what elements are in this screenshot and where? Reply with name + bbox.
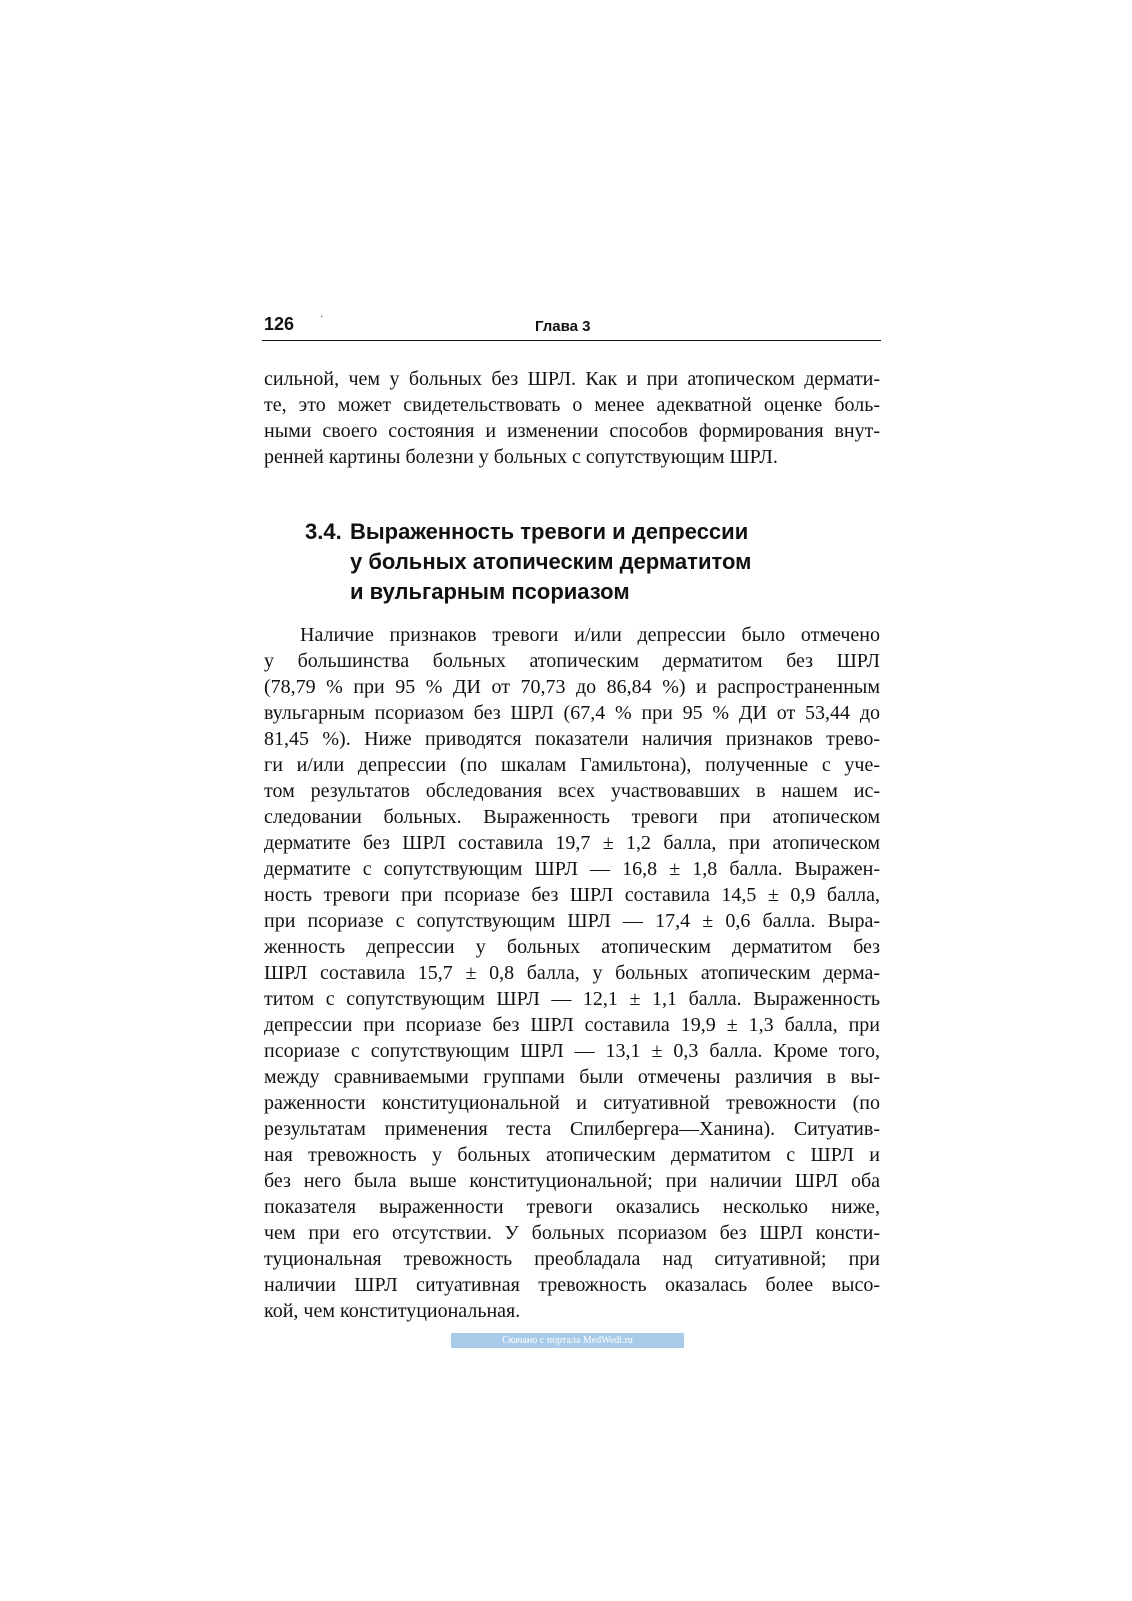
text-line: без него была выше конституциональной; при наличии ШРЛ оба bbox=[264, 1170, 880, 1192]
text-line: результатам применения теста Спилбергера—Ханина). Ситуатив- bbox=[264, 1118, 880, 1140]
text-line: ность тревоги при псориазе без ШРЛ составила 14,5 ± 0,9 балла, bbox=[264, 884, 880, 906]
chapter-label: Глава 3 bbox=[535, 318, 591, 335]
text-line: те, это может свидетельствовать о менее адекватной оценке боль- bbox=[264, 394, 880, 416]
section-title-line: у больных атопическим дерматитом bbox=[350, 549, 752, 574]
text-line: ная тревожность у больных атопическим дерматитом с ШРЛ и bbox=[264, 1144, 880, 1166]
text-line: дерматите с сопутствующим ШРЛ — 16,8 ± 1,8 балла. Выражен- bbox=[264, 858, 880, 880]
text-line: следовании больных. Выраженность тревоги при атопическом bbox=[264, 806, 880, 828]
text-line: женность депрессии у больных атопическим дерматитом без bbox=[264, 936, 880, 958]
text-line: между сравниваемыми группами были отмечены различия в вы- bbox=[264, 1066, 880, 1088]
text-line: (78,79 % при 95 % ДИ от 70,73 до 86,84 %) и распространенным bbox=[264, 676, 880, 698]
header-rule bbox=[262, 340, 881, 341]
watermark-banner: Скачано с портала MedWedi.ru bbox=[451, 1333, 684, 1348]
text-line: ШРЛ составила 15,7 ± 0,8 балла, у больных атопическим дерма- bbox=[264, 962, 880, 984]
page-number: 126 bbox=[264, 314, 295, 334]
section-title-line: и вульгарным псориазом bbox=[350, 579, 630, 604]
text-line: депрессии при псориазе без ШРЛ составила 19,9 ± 1,3 балла, при bbox=[264, 1014, 880, 1036]
text-line: вульгарным псориазом без ШРЛ (67,4 % при 95 % ДИ от 53,44 до bbox=[264, 702, 880, 724]
text-line: у большинства больных атопическим дерматитом без ШРЛ bbox=[264, 650, 880, 672]
text-line: ными своего состояния и изменении способов формирования внут- bbox=[264, 420, 880, 442]
text-line: ренней картины болезни у больных с сопутствующим ШРЛ. bbox=[264, 446, 778, 468]
text-line: том результатов обследования всех участвовавших в нашем ис- bbox=[264, 780, 880, 802]
text-line: раженности конституциональной и ситуативной тревожности (по bbox=[264, 1092, 880, 1114]
text-line: чем при его отсутствии. У больных псориазом без ШРЛ консти- bbox=[264, 1222, 880, 1244]
text-line: 81,45 %). Ниже приводятся показатели наличия признаков трево- bbox=[264, 728, 880, 750]
header-dot: · bbox=[320, 312, 324, 323]
text-line: псориазе с сопутствующим ШРЛ — 13,1 ± 0,3 балла. Кроме того, bbox=[264, 1040, 880, 1062]
text-line: сильной, чем у больных без ШРЛ. Как и при атопическом дермати- bbox=[264, 368, 880, 390]
text-line: дерматите без ШРЛ составила 19,7 ± 1,2 балла, при атопическом bbox=[264, 832, 880, 854]
text-line: наличии ШРЛ ситуативная тревожность оказалась более высо- bbox=[264, 1274, 880, 1296]
text-line: туциональная тревожность преобладала над ситуативной; при bbox=[264, 1248, 880, 1270]
section-number: 3.4. bbox=[305, 519, 342, 544]
text-line: кой, чем конституциональная. bbox=[264, 1300, 521, 1322]
section-title-line: Выраженность тревоги и депрессии bbox=[350, 519, 749, 544]
text-line: ги и/или депрессии (по шкалам Гамильтона), полученные с уче- bbox=[264, 754, 880, 776]
text-line: Наличие признаков тревоги и/или депрессии было отмечено bbox=[300, 624, 880, 646]
text-line: показателя выраженности тревоги оказались несколько ниже, bbox=[264, 1196, 880, 1218]
text-line: при псориазе с сопутствующим ШРЛ — 17,4 ± 0,6 балла. Выра- bbox=[264, 910, 880, 932]
text-line: титом с сопутствующим ШРЛ — 12,1 ± 1,1 балла. Выраженность bbox=[264, 988, 880, 1010]
